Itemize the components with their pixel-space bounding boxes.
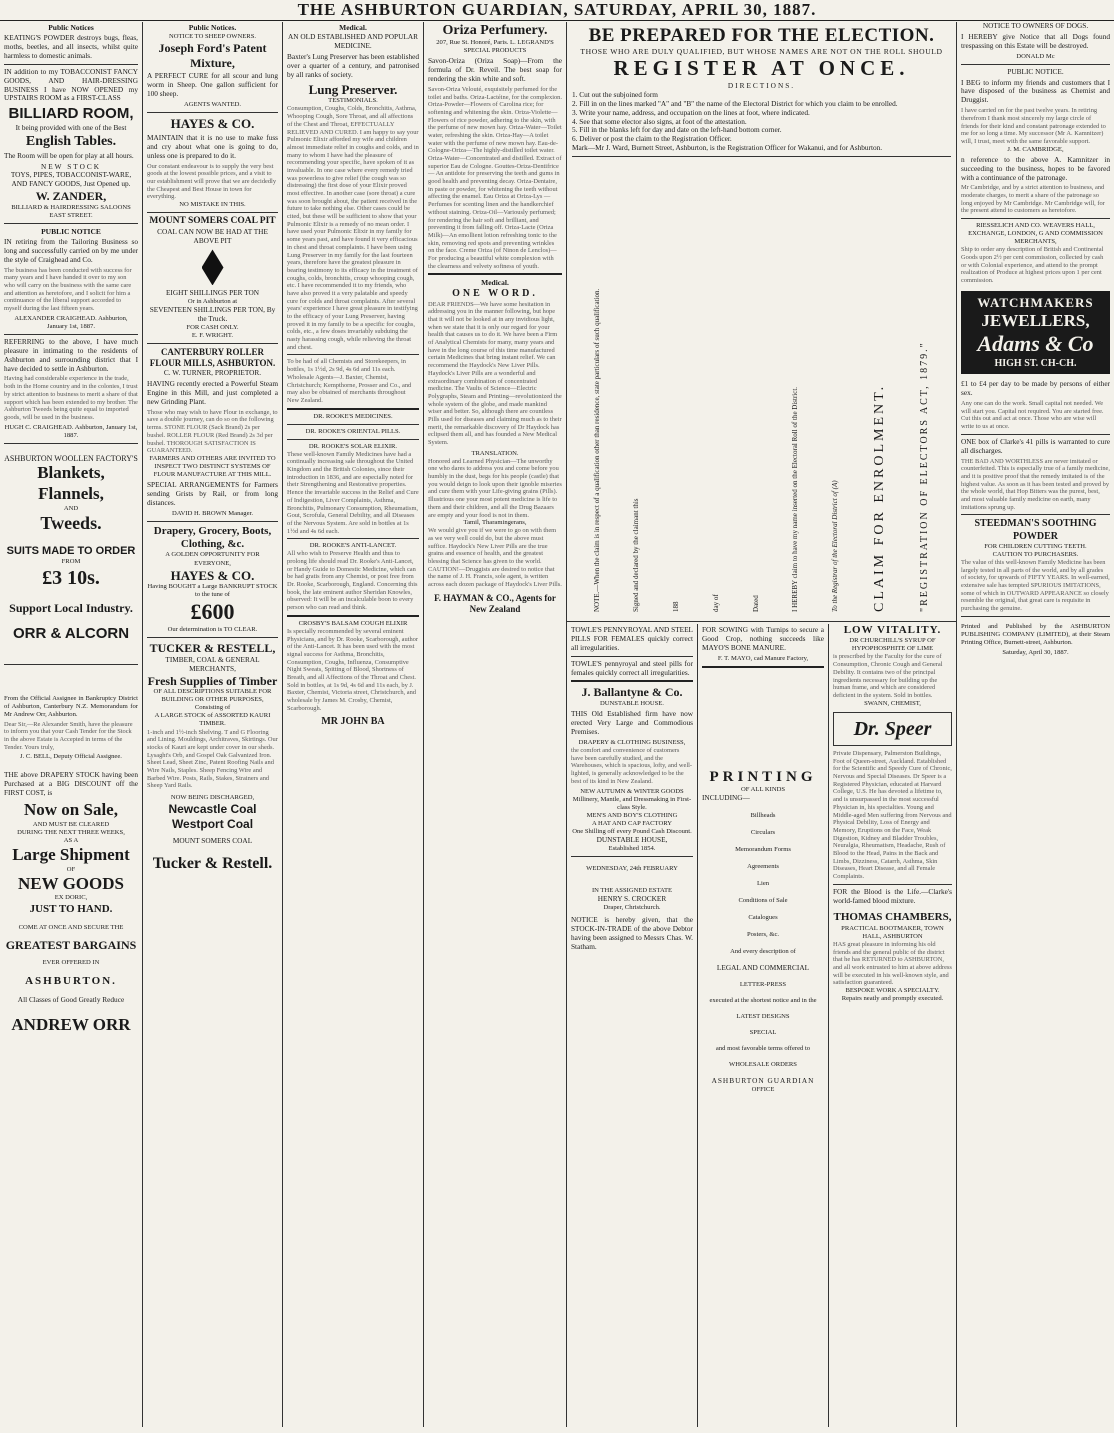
printing-item: Memorandum Forms <box>735 845 791 853</box>
including: INCLUDING— <box>702 793 750 803</box>
mount-somers-coal: MOUNT SOMERS COAL <box>172 836 253 846</box>
hayman: F. HAYMAN & CO., Agents for New Zealand <box>434 592 556 614</box>
public-notice: PUBLIC NOTICE <box>41 226 101 236</box>
agents-wanted: AGENTS WANTED. <box>183 101 242 109</box>
public-notice: PUBLIC NOTICE. <box>1007 66 1064 76</box>
claim-signed: Signed and declared by the claimant this <box>632 498 641 612</box>
filler-text: Having had considerable experience in the trade, both in the Home country and in the colonies, I trust by strict attention to business to merit a share of that support which has been extended to my brother. The Ashburton Tweeds being quite equal to imported goods, will be used in the business. <box>4 375 138 421</box>
most-favorable: and most favorable terms offered to <box>715 1045 811 1053</box>
divider <box>287 354 419 355</box>
from: FROM <box>61 558 81 566</box>
blankets: Blankets, Flannels, <box>37 463 105 504</box>
golden-opportunity: A GOLDEN OPPORTUNITY FOR EVERYONE, <box>165 551 260 567</box>
tucker-restell: TUCKER & RESTELL, <box>149 641 276 656</box>
guardian-office: ASHBURTON GUARDIAN <box>711 1076 815 1086</box>
crocker: HENRY S. CROCKER <box>597 894 667 904</box>
divider <box>571 680 693 682</box>
divider <box>833 884 952 885</box>
dunstable: DUNSTABLE HOUSE. <box>600 700 664 708</box>
high-st: HIGH ST. CH-CH. <box>994 358 1077 370</box>
wright: E. F. WRIGHT. <box>191 332 234 340</box>
ballantyne: J. Ballantyne & Co. <box>581 685 683 700</box>
divider <box>287 538 419 539</box>
divider <box>702 666 824 668</box>
adams-logo: Adams & Co <box>977 331 1094 357</box>
legal-commercial: LEGAL AND COMMERCIAL <box>716 963 810 973</box>
riesselich: RIESSELICH AND CO. WEAVERS HALL, EXCHANGE, LONDON, G AND COMMISSION MERCHANTS, <box>968 222 1103 246</box>
thomas-chambers: THOMAS CHAMBERS, <box>833 911 952 924</box>
divider <box>961 434 1110 435</box>
filler-text: Dear Sir,—Re Alexander Smith, have the pleasure to inform you that your Cash Tender for the Stock in the above Estate is Accepted in terms of the Tender. Yours truly, <box>4 720 133 751</box>
hayes-heading: HAYES & CO. <box>170 116 255 132</box>
keating-ad: KEATING'S POWDER destroys bugs, fleas, moths, beetles, and all insects, whilst quite harmless to domestic animals. <box>4 33 138 60</box>
hayes2: HAYES & CO. <box>170 567 255 583</box>
divider <box>287 424 419 425</box>
claim-dated: Dated <box>751 595 760 612</box>
column-8 <box>957 22 1114 1427</box>
legrand: 207, Rue St. Honoré, Paris. L. LEGRAND'S SPECIAL PRODUCTS <box>436 39 554 55</box>
divider <box>287 439 419 440</box>
column-4 <box>424 22 566 1427</box>
one-shilling: One Shilling off every Pound Cash Discount. <box>572 828 692 836</box>
testimonials: TESTIMONIALS. <box>328 97 378 105</box>
claim-to: To the Registrar of the Electoral District of (A) <box>831 480 840 612</box>
hat-factory: A HAT AND CAP FACTORY <box>592 820 672 828</box>
zander-sub: BILLIARD & HAIRDRESSING SALOONS EAST STREET. <box>11 203 131 219</box>
election-section <box>567 22 956 622</box>
section-head: Public Notices <box>48 23 94 32</box>
mens-clothing: MEN'S AND BOY'S CLOTHING <box>586 812 678 820</box>
adams-ad <box>961 291 1110 375</box>
ashburton: ASHBURTON. <box>25 974 117 987</box>
cash-only: FOR CASH ONLY. <box>186 324 239 332</box>
ex-doric: EX DORIC, <box>54 894 88 902</box>
timber-merchants: TIMBER, COAL & GENERAL MERCHANTS, <box>165 654 260 673</box>
must-be-cleared: AND MUST BE CLEARED <box>32 820 110 828</box>
bell-sign: J. C. BELL, Deputy Official Assignee. <box>20 753 122 761</box>
steedman: STEEDMAN'S SOOTHING POWDER <box>974 518 1097 542</box>
official-assignee: From the Official Assignee in Bankruptcy District of Ashburton, Canterbury N.Z. Memorandum for Mr Andrew Orr, Ashburton. <box>4 694 138 718</box>
bespoke: BESPOKE WORK A SPECIALTY. <box>845 987 940 995</box>
children-teeth: FOR CHILDREN CUTTING TEETH. <box>984 542 1087 550</box>
divider <box>147 112 278 113</box>
of: OF <box>66 865 76 873</box>
no-mistake: NO MISTAKE IN THIS. <box>179 201 246 209</box>
fresh-supplies: Fresh Supplies of Timber <box>147 673 278 688</box>
register-at-once: REGISTER AT ONCE. <box>613 56 910 81</box>
ford-text: A PERFECT CURE for all scour and lung worm in Sheep. One gallon sufficient for 100 sheep. <box>147 71 278 99</box>
column-1 <box>0 22 142 1427</box>
masthead <box>0 0 1114 21</box>
woollen-heading: ASHBURTON WOOLLEN FACTORY'S <box>4 453 138 463</box>
special: SPECIAL <box>749 1029 777 1037</box>
printing-item: Circulars <box>750 828 776 836</box>
crosby-balsam: CROSBY'S BALSAM COUGH ELIXIR <box>298 619 408 627</box>
lung-preserver: Lung Preserver. <box>308 81 398 97</box>
craighead-text: IN retiring from the Tailoring Business so long and successfully carried on by me under the style of Craighead and Co. <box>4 237 138 264</box>
section-head: Medical. <box>339 23 367 32</box>
bootmaker: PRACTICAL BOOTMAKER, TOWN HALL, ASHBURTON <box>841 924 944 940</box>
printing-item: Conditions of Sale <box>738 897 788 905</box>
old-medicine: AN OLD ESTABLISHED AND POPULAR MEDICINE. <box>288 32 418 51</box>
low-vitality: LOW VITALITY. <box>843 624 942 636</box>
established: Established 1854. <box>608 845 656 853</box>
divider <box>4 664 138 665</box>
drapery-stock: THE above DRAPERY STOCK having been Purchased at a BIG DISCOUNT off the FIRST COST, is <box>4 770 138 798</box>
direction-3: 3. Write your name, address, and occupation on the lines at foot, where indicated. <box>572 107 810 117</box>
support-local: Support Local Industry. <box>9 600 133 615</box>
claim-form <box>577 192 947 612</box>
election-sub: THOSE WHO ARE DULY QUALIFIED, BUT WHOSE NAMES ARE NOT ON THE ROLL SHOULD <box>580 47 943 57</box>
billiard-sub: It being provided with one of the Best <box>15 122 127 132</box>
donald: DONALD Mc <box>1016 52 1055 60</box>
direction-mark: Mark—Mr J. Ward, Burnett Street, Ashburton, is the Registration Officer for Wakanui, and for Ashburton. <box>572 143 883 153</box>
section-head: Public Notices. <box>188 23 237 32</box>
wednesday: WEDNESDAY, 24th FEBRUARY <box>586 865 678 873</box>
column-mid-left <box>567 624 697 1427</box>
eight-shillings: EIGHT SHILLINGS PER TON <box>165 288 260 298</box>
ever-offered: EVER OFFERED IN <box>42 958 100 966</box>
divider <box>147 637 278 638</box>
orr-alcorn: ORR & ALCORN <box>12 625 130 643</box>
bankrupt: Having BOUGHT a Large BANKRUPT STOCK to the tune of <box>147 583 278 599</box>
all-classes: All Classes of Good Greatly Reduce <box>17 995 125 1004</box>
toys: TOYS, PIPES, TOBACCONIST-WARE, AND FANCY GOODS, Just Opened up. <box>10 170 132 189</box>
direction-6: 6. Deliver or post the claim to the Registration Officer. <box>572 134 732 144</box>
divider <box>287 615 419 617</box>
direction-4: 4. See that some elector also signs, at foot of the attestation. <box>572 116 747 126</box>
kauri: OF ALL DESCRIPTIONS SUITABLE FOR BUILDING OR OTHER PURPOSES, Consisting of <box>153 688 272 712</box>
notice: NOTICE is hereby given, that the STOCK-IN-TRADE of the above Debtor having been assigned to Messrs Chas. W. Statham. <box>571 915 693 952</box>
printing-items <box>702 812 824 939</box>
room-open: The Room will be open for play at all hours. <box>4 150 134 160</box>
zander-name: W. ZANDER, <box>35 189 107 204</box>
tucker-restell-footer: Tucker & Restell. <box>152 855 273 873</box>
new-stock: NEW STOCK <box>40 161 102 171</box>
divider <box>961 218 1110 219</box>
direction-2: 2. Fill in on the lines marked "A" and "B" the name of the Electoral District for which you claim to be enrolled. <box>572 98 898 108</box>
divider <box>287 408 419 410</box>
newspaper-title: THE ASHBURTON GUARDIAN, SATURDAY, APRIL 30, 1887. <box>297 0 817 19</box>
direction-1: 1. Cut out the subjoined form <box>572 89 658 99</box>
farmers: FARMERS AND OTHERS ARE INVITED TO INSPECT TWO DISTINCT SYSTEMS OF FLOUR MANUFACTURE AT THIS MILL. <box>149 454 276 478</box>
craighead2-text: REFERRING to the above, I have much pleasure in intimating to the residents of Ashburton and surrounding district that I have decided to settle in Ashburton. <box>4 336 138 373</box>
office: OFFICE <box>751 1086 775 1094</box>
hayes-text: MAINTAIN that it is no use to make fuss and cry about what one is going to do, unless one is prepared to do it. <box>147 132 278 160</box>
claim-text: I HEREBY claim to have my name inserted on the Electoral Roll of the District. <box>791 386 800 612</box>
swann: SWANN, CHEMIST, <box>864 699 921 707</box>
divider <box>961 514 1110 515</box>
filler-text: I have carried on for the past twelve years. In retiring therefrom I thank most sincerely my large circle of friends for their kind and constant patronage extended to me for so long a time. My successor (Mr A. Kamnitzer) will, I trust, meet with the same favorable support. <box>961 107 1106 146</box>
every-description: And every description of <box>730 948 796 956</box>
and: AND <box>63 504 79 512</box>
towle2-ad: TOWLE'S pennyroyal and steel pills for females quickly correct all irregularities. <box>571 658 693 677</box>
dr-speer: Dr. Speer <box>853 717 932 740</box>
watchmakers: WATCHMAKERS <box>977 294 1094 310</box>
filler-text: THE BAD AND WORTHLESS are never imitated or counterfeited. This is especially true of a family medicine, and it is positive proof that the remedy imitated is of the highest value. As soon as it has been tested and proved by the whole world, that Hop Bitters was the purest, best, and most valuable family medicine on earth, many imitations sprung up. <box>961 457 1110 511</box>
claim-heading: CLAIM FOR ENROLMENT. <box>871 383 887 612</box>
dogs-text: I HEREBY give Notice that all Dogs found trespassing on this Estate will be destroyed. <box>961 31 1110 50</box>
filler-text: Honored and Learned Physician—The unworthy one who dares to address you and come before you humbly in the dust, begs for his people (castle) that you would deign to look upon their ignoble miseries and cure them with your Life-giving grains (Pills). Illustrious one your most potent medicine is life to them and their children, and all the Drug Bazaars are empty and your food is not in them. <box>428 457 562 519</box>
printing-item: Catalogues <box>748 914 778 922</box>
john-ba: MR JOHN BA <box>321 716 385 728</box>
medical-head: Medical. <box>481 278 509 288</box>
roller-mills: CANTERBURY ROLLER FLOUR MILLS, ASHBURTON. <box>149 347 276 369</box>
column-printing <box>698 624 828 1427</box>
towle-ad: TOWLE'S PENNYROYAL AND STEEL PILLS FOR FEMALES quickly correct all irregularities. <box>571 625 693 652</box>
mayo: F. T. MAYO, cad Manure Factory, <box>717 654 809 662</box>
letter-press: LETTER-PRESS <box>739 981 787 989</box>
filler-text: Consumption, Coughs, Colds, Bronchitis, Asthma, Whooping Cough, Sore Throat, and all affections of the Chest and Throat, EFFECTUALLY RELIEVED AND CURED. I am happy to say your Pulmonic Elixir afforded my wife and children almost immediate relief in coughs and colds, and in many to whom I have had the pleasure of recommending your specific, have spoken of it as invaluable. In one case where every remedy tried was powerless to give relief (the cough was so distressing) the first dose of your Elixir proved most effective. In another case (sore throat) a cure was soon brought about, the patient received in the future to take nothing else. Other cases could be cited, but these will be sufficient to show that your Pulmonic Elixir is a remedy of no mean order. I have used your Pulmonic Elixir in my family for some years past, and have found it very efficacious in chest and throat complaints. I have been using Lung Preserver in my family for the last fourteen years, therefore have the greatest pleasure in bearing testimony to its efficacy in the treatment of coughs, colds, bronchitis, croup whooping cough, etc. I have recommended it to my friends, who have also proved it a very palatable and speedy cure for colds and throat complaints. After several years' experience I have great pleasure in testifying to the efficacy of your Lung Preserver, having proved it in my family to be a specific for coughs, colds, etc., a few doses invariably subduing the nasty harassing cough, while relieving the throat and chest. <box>287 105 419 351</box>
suit-price: £3 10s. <box>42 567 100 590</box>
printed-by: Printed and Published by the ASHBURTON PUBLISHING COMPANY (LIMITED), at their Steam Printing Office, Burnett-street, Ashburton. <box>961 622 1110 646</box>
six-hundred: £600 <box>190 599 235 625</box>
turnip-ad: FOR SOWING with Turnips to secure a Good Crop, nothing succeeds like MAYO'S BONE MANURE. <box>702 625 824 652</box>
billiard-heading: BILLIARD ROOM, <box>8 105 134 123</box>
filler-text: All who wish to Preserve Health and thus to prolong life should read Dr. Rooke's Anti-Lancet, or Handy Guide to Domestic Medicine, which can be had gratis from any Chemist, or post free from Dr. Rooke, Scarborough, England. Concerning this book, the late eminent author Sheridan Knowles, observed: It will be an incalculable boon to every person who can read and think. <box>287 550 418 612</box>
rooke-anti-lancet: DR. ROOKE'S ANTI-LANCET. <box>309 542 397 550</box>
turner: C. W. TURNER, PROPRIETOR. <box>163 368 262 378</box>
divider <box>4 64 138 65</box>
newcastle: Newcastle Coal <box>168 802 257 817</box>
filler-text: is prescribed by the Faculty for the cure of Consumption, Chronic Cough and General Debility. It contains two of the principal ingredients necessary for building up the human frame, and which are considered deficient in the system. Sold in bottles. <box>833 653 943 699</box>
millinery: Millinery, Mantle, and Dressmaking in First-class Style. <box>572 796 692 812</box>
come-at-once: COME AT ONCE AND SECURE THE <box>18 923 124 931</box>
next-three-weeks: DURING THE NEXT THREE WEEKS, <box>17 828 125 836</box>
now-on-sale: Now on Sale, <box>24 800 118 820</box>
brown: DAVID H. BROWN Manager. <box>171 509 253 517</box>
pounds-ad: £1 to £4 per day to be made by persons of either sex. <box>961 379 1110 398</box>
craighead-sign: ALEXANDER CRAIGHEAD. Ashburton, January 1st, 1887. <box>14 314 128 330</box>
printing-item: Billheads <box>750 811 776 819</box>
printing-item: Agreements <box>747 863 779 871</box>
column-right-mid <box>829 624 956 1427</box>
claim-title: "REGISTRATION OF ELECTORS ACT, 1879." <box>919 341 931 612</box>
as-a: AS A <box>63 836 79 844</box>
filler-text: We would give you if we were to go on with them as we very well could do, but the above must suffice. Haydock's New Liver Pills are the true grains and essence of health, and the greatest blessing that Science has given to the world. CAUTION!—Druggists are desired to notice that the name of J. H. Francis, sole agent, is written across each dozen package of Haydock's Liver Pills. <box>428 527 562 589</box>
latest-designs: LATEST DESIGNS <box>736 1013 790 1021</box>
repairs: Repairs neatly and promptly executed. <box>841 995 944 1003</box>
dogs-heading: NOTICE TO OWNERS OF DOGS. <box>982 22 1089 30</box>
clarke-ad: ONE box of Clarke's 41 pills is warranted to cure all discharges. <box>961 436 1110 455</box>
kamnitzer-text: n reference to the above A. Kamnitzer in succeeding to the business, hopes to be favored with a continuance of the patronage. <box>961 154 1110 182</box>
thanks: Tamil, Tharamingerans, <box>463 519 527 527</box>
cambridge-sign: J. M. CAMBRIDGE, <box>1007 145 1064 153</box>
filler-text: To be had of all Chemists and Storekeepers, in bottles, 1s 1½d, 2s 9d, 4s 6d and 11s each. Wholesale Agents—J. Baxter, Chemist, Christchurch; Kempthorne, Prosser and Co., and may also be obtained of merchants throughout New Zealand. <box>287 358 412 404</box>
drapery-clothing: DRAPERY & CLOTHING BUSINESS, <box>578 738 686 746</box>
divider <box>428 273 562 275</box>
filler-text: These well-known Family Medicines have had a continually increasing sale throughout the United Kingdom and the British Colonies, since their introduction in 1836, and are especially noted for their Strengthening and Restorative properties. Hence the invariable success in the Relief and Cure of Indigestion, Liver Complaints, Asthma, Bronchitis, Pulmonary Consumption, Rheumatism, Gout, Scrofula, General Debility, and all Diseases of the Nervous System. Are sold in bottles at 1s 1½d and 4s 6d each. <box>287 450 419 535</box>
filler-text: Private Dispensary, Palmerston Buildings, Foot of Queen-street, Auckland. Established for the Scientific and Speedy Cure of Chronic, Nervous and Special Diseases. Dr Speer is a Registered Physician, educated at Harvard College, U.S. He has devoted a lifetime to, and is unsurpassed in the most successful Physician in, his specialties. Young and Middle-aged Men suffering from Nervous and Physical Debility, Loss of Energy and Memory, Eruptions on the Face, Weak Digestion, Kidney and Bladder Troubles, Neuralgia, Rheumatism, Headache, Rush of Blood to the Head, Pains in the Back and Limbs, Dizziness, Catarrh, Asthma, Skin Diseases, Heart Disease, and all Female Complaints. <box>833 750 952 881</box>
divider <box>4 223 138 224</box>
divider <box>147 521 278 522</box>
coal-heading: COAL CAN NOW BE HAD AT THE ABOVE PIT <box>157 226 268 245</box>
filler-text: The business has been conducted with success for many years and I have handed it over to my son who will carry on the business with the same care and attention as heretofore, and I solicit for him a continuance of the liberal support accorded to myself during the last fifteen years. <box>4 266 132 313</box>
special: SPECIAL ARRANGEMENTS for Farmers sending Grists by Rail, or from long distances. <box>147 479 278 507</box>
mount-somers: MOUNT SOMERS COAL PIT <box>149 216 276 227</box>
jewellers: JEWELLERS, <box>981 310 1090 330</box>
drapery-heading: Drapery, Grocery, Boots, Clothing, &c. <box>153 524 272 551</box>
assorted: A LARGE STOCK of ASSORTED KAURI TIMBER. <box>154 712 271 728</box>
andrew-orr: ANDREW ORR <box>11 1014 131 1034</box>
or-at: Or in Ashburton at <box>187 298 238 306</box>
oriza-heading: Oriza Perfumery. <box>442 23 548 38</box>
divider <box>4 334 138 335</box>
divider <box>572 156 951 157</box>
printing-item: Posters, &c. <box>746 931 780 939</box>
rooke-solar: DR. ROOKE'S SOLAR ELIXIR. <box>308 442 398 450</box>
ballantyne-text: THIS Old Established firm have now erected Very Large and Commodious Premises. <box>571 709 693 736</box>
caution: CAUTION TO PURCHASERS. <box>992 550 1079 558</box>
large-shipment: Large Shipment <box>12 844 130 864</box>
claim-note: NOTE.—When the claim is in respect of a qualification other than residence, state particulars of such qualification. <box>592 288 601 612</box>
discharged: NOW BEING DISCHARGED, <box>170 794 255 802</box>
rooke-oriental: DR. ROOKE'S ORIENTAL PILLS. <box>305 427 401 435</box>
divider <box>4 443 138 444</box>
claim-day: day of <box>711 594 720 612</box>
draper: Draper, Christchurch. <box>603 904 661 912</box>
divider <box>571 856 693 857</box>
speer-box <box>833 712 952 746</box>
diamond-ornament <box>202 249 224 285</box>
dunstable2: DUNSTABLE HOUSE, <box>596 835 668 845</box>
assigned: IN THE ASSIGNED ESTATE <box>591 887 673 895</box>
filler-text: HAS great pleasure in informing his old friends and the general public of the district that he has RETURNED to ASHBURTON, and all work entrusted to him at above address will be executed in his well-known style, and satisfaction guaranteed. <box>833 940 952 987</box>
fords-mixture: Joseph Ford's Patent Mixture, <box>158 41 267 70</box>
all-kinds: OF ALL KINDS <box>740 786 786 793</box>
english-tables: English Tables. <box>25 133 117 149</box>
craighead2-sign: HUGH C. CRAIGHEAD. Ashburton, January 1st, 1887. <box>4 423 138 439</box>
filler-text: Savon-Oriza Velouté, exquisitely perfumed for the toilet and baths. Oriza-Lactéine, for the complexion. Oriza-Powder—Flowers of Carolina rice; for softening and whitening the skin. Oriza-Violette—Flowers of rice powder, adhering to the skin, with the perfume of new mown hay. Oriza-Water—Toilet water, refreshing the skin. Oriza-Hay—A toilet water with the perfume of new mown hay. Eau-de-Cologne-Oriza—The highly-distilled toilet water. Oriza-Water—Concentrated and distilled. Extract of superior Eau de Cologne. Gouttes-Oriza-Dentifrice — An antidote for preserving the teeth and gums in good health and preventing decay. Oriza-Dentaire, in paste or powder, for whitening the teeth without affecting the enamel. Eau Oriza at Oriza-Lys — Perfumes for scenting linen and the handkerchief without staining. Oriza-Oil—Variously perfumed; for rendering the hair soft and brilliant, and preventing it from falling off. Oriza-Lacte (Oriza Milk)—An emollient lotion refreshing tonic to the skin, removing red spots and preventing wrinkles on the face. Creme Oriza (of Ninon de Lenclos)—For producing a beautiful white complexion with the clearness and velvety softness of youth. <box>428 85 562 270</box>
seventeen-shillings: SEVENTEEN SHILLINGS PER TON, By the Truck. <box>149 305 276 324</box>
translation: TRANSLATION. <box>471 449 519 457</box>
divider <box>961 616 1110 617</box>
printing-item: Lien <box>756 880 770 888</box>
filler-text: DEAR FRIENDS—We have some hesitation in addressing you in the manner following, but hope that it will not be looked at in any invidious light, when we state that it is only our regard for your health that causes us to do it. We have been a Firm of Analytical Chemists for many, many years and have in the long course of this time manufactured certain Medicines that bring instant relief. We can recommend the Haydock's New Liver Pills. Haydock's Liver Pills are a wonderful and extraordinary combination of concentrated medicine. The Vaults of Science—Electric Polygraphs, Steam and Printing—revolutionized the whole system of the globe, and made mankind wiser and better. So, although there are countless Pills used for diseases and claiming much as to their merit, the remarkable discovery of Dr Haydock has eclipsed them all, and has founded a New Medical System. <box>428 300 562 447</box>
oriza-text: Savon-Oriza (Oriza Soap)—From the formula of Dr. Reveil. The best soap for rendering the skin white and soft. <box>428 56 562 83</box>
westport: Westport Coal <box>171 816 254 831</box>
filler-text: 1-inch and 1½-inch Shelving. T and G Flooring and Lining. Mouldings, Architraves, Skirtings. Our stocks of Kauri are kept under cover in our sheds. Lysaght's Orb, and Gospel Oak Galvanized Iron. Sheet Lead, Sheet Zinc, Patent Roofing Nails and Wire Nails, Staples. Sheep Fencing Wire and Barbed Wire. Posts, Rails, Stakes, Strainers and Sheep Yard Rails. <box>147 728 278 790</box>
divider <box>147 343 278 344</box>
issue-date: Saturday, April 30, 1887. <box>1002 648 1069 656</box>
column-3 <box>283 22 423 1427</box>
filler-text: The value of this well-known Family Medicine has been largely tested in all parts of the world, and by all grades of society, for upwards of FIFTY YEARS. In well-earned, extensive sale has tempted SPURIOUS IMITATIONS, some of which in OUTWARD APPEARANCE so closely resemble the original, that great care is requisite in purchasing the genuine. <box>961 558 1110 612</box>
suits: SUITS MADE TO ORDER <box>6 544 136 557</box>
one-word: ONE WORD. <box>452 288 538 300</box>
divider <box>571 656 693 657</box>
divider <box>147 212 278 213</box>
blood-mixture: FOR the Blood is the Life.—Clarke's world-famed blood mixture. <box>833 886 952 905</box>
executed: executed at the shortest notice and in the <box>709 997 817 1005</box>
column-2 <box>143 22 282 1427</box>
tweeds: Tweeds. <box>40 512 102 533</box>
election-heading: BE PREPARED FOR THE ELECTION. <box>588 25 935 46</box>
clear: Our determination is TO CLEAR. <box>167 626 258 634</box>
filler-text: Any one can do the work. Small capital not needed. We will start you. Capital not required. You are started free. Cut this out and act at once. Those who are wise will write to us at once. <box>961 400 1104 431</box>
just-to-hand: JUST TO HAND. <box>29 902 113 915</box>
wholesale-orders: WHOLESALE ORDERS <box>729 1061 797 1069</box>
new-autumn: NEW AUTUMN & WINTER GOODS <box>580 788 684 796</box>
sheep-notice: NOTICE TO SHEEP OWNERS. <box>168 33 257 41</box>
turner-text: HAVING recently erected a Powerful Steam Engine in this Mill, and just completed a new Grinding Plant. <box>147 379 278 406</box>
directions-heading: DIRECTIONS. <box>727 81 796 91</box>
filler-text: Is specially recommended by several eminent Physicians, and by Dr. Rooke, Scarborough, author of the Anti-Lancet. It has been used with the most signal success for Asthma, Bronchitis, Consumption, Coughs, Influenza, Consumptive Night Sweats, Spitting of Blood, Shortness of Breath, and all Affections of the Throat and Chest. Sold in bottles, at 1s 9d, 4s 6d and 11s each, by J. Baxter, Chemist, Victoria street, Christchurch, and wholesale by James M. Crosby, Chemist, Scarborough. <box>287 627 418 712</box>
greatest-bargains: GREATEST BARGAINS <box>5 937 137 952</box>
filler-text: Our constant endeavour is to supply the very best goods at the lowest possible prices, and a visit to our establishment will prove that we are decidedly the Cheapest and Best House in town for everything. <box>147 162 277 201</box>
filler-text: the comfort and convenience of customers have been carefully studied, and the Warehouses, which is spacious, lofty, and well-lighted, is generally acknowledged to be the best of its kind in New Zealand. <box>571 746 692 785</box>
zander-intro: IN addition to my TOBACCONIST FANCY GOODS, AND HAIR-DRESSING BUSINESS I have NOW OPENED my UPSTAIRS ROOM as a FIRST-CLASS <box>4 66 138 103</box>
direction-5: 5. Fill in the blanks left for day and date on the left-hand bottom corner. <box>572 125 782 135</box>
churchill: DR CHURCHILL'S SYRUP OF HYPOPHOSPHITE OF LIME <box>849 637 936 653</box>
printing: PRINTING <box>709 768 817 785</box>
filler-text: Ship to order any description of British and Continental Goods upon 2½ per cent commission, collected by cash or with Colonial experience, and attend to the prompt realization of Produce at highest prices upon 1 per cent commission. <box>961 246 1104 284</box>
cambridge-text: I BEG to inform my friends and customers that I have disposed of the business as Chemist and Druggist. <box>961 77 1110 105</box>
new-goods: NEW GOODS <box>18 873 124 893</box>
rooke-medicines: DR. ROOKE'S MEDICINES. <box>313 412 393 420</box>
filler-text: Those who may wish to have Flour in exchange, to save a double journey, can do so on the following terms. STONE FLOUR (Sack Brand) 2s per bushel. ROLLER FLOUR (Red Brand) 2s 3d per bushel. THOROUGH SATISFACTION IS GUARANTEED. <box>147 408 278 455</box>
claim-year: 188 <box>672 601 681 612</box>
baxter-text: Baxter's Lung Preserver has been established over a quarter of a century, and patronised by all ranks of society. <box>287 51 419 79</box>
filler-text: Mr Cambridge, and by a strict attention to business, and moderate charges, to merit a share of the patronage so long enjoyed by Mr Cambridge. Mr Cambridge will, for the present attend to customers as heretofore. <box>961 184 1105 215</box>
divider <box>961 64 1110 65</box>
